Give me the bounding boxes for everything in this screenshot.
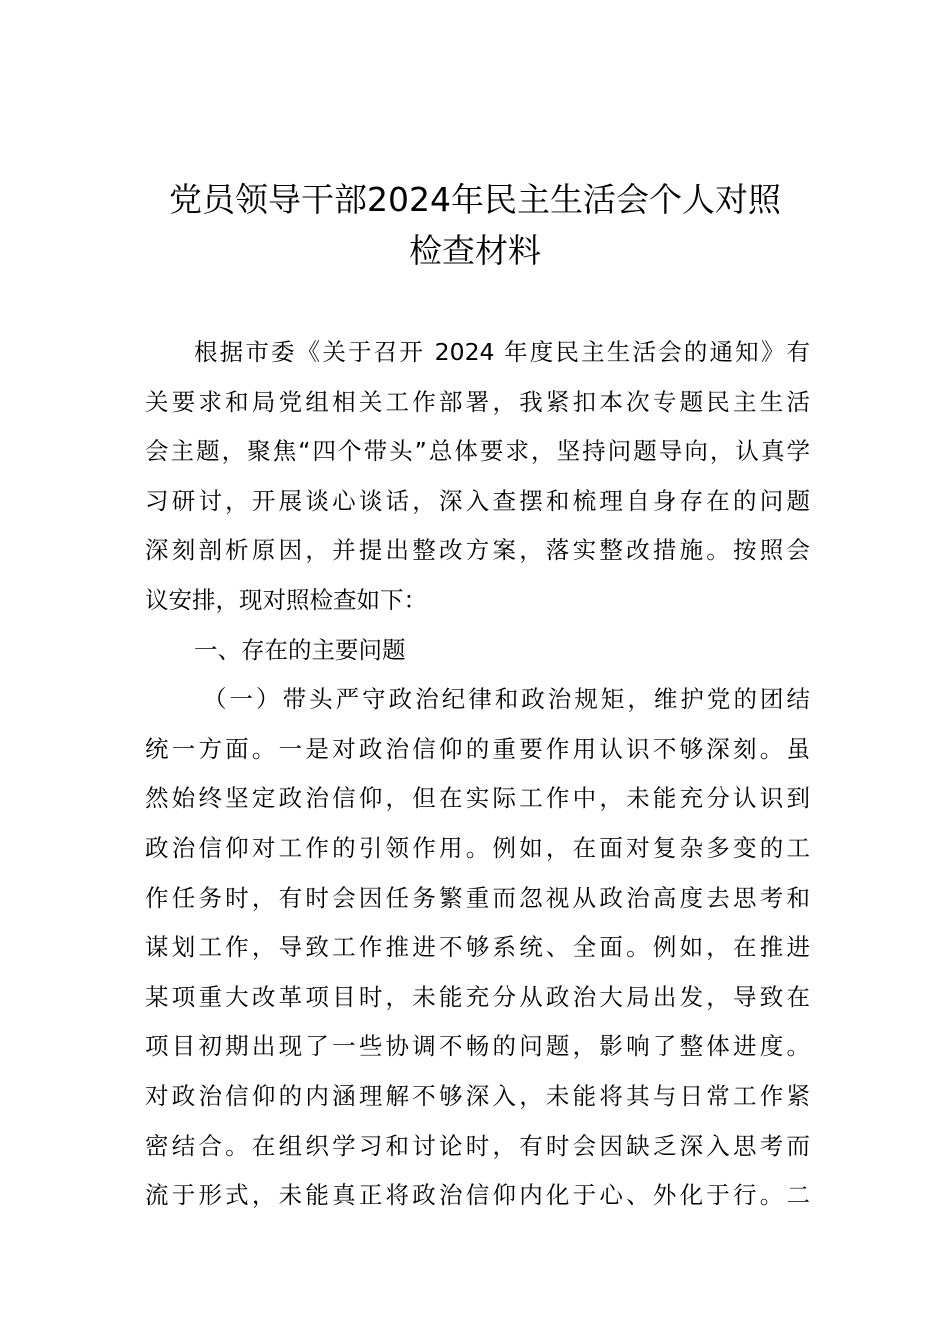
paragraph-line: 会主题，聚焦“四个带头”总体要求，坚持问题导向，认真学	[145, 437, 810, 466]
paragraph-line: 政治信仰对工作的引领作用。例如，在面对复杂多变的工	[145, 833, 810, 862]
section-heading: 一、存在的主要问题	[194, 635, 406, 664]
paragraph-line: 根据市委《关于召开 2024 年度民主生活会的通知》有	[194, 338, 810, 366]
paragraph-line: 议安排，现对照检查如下：	[145, 585, 427, 614]
paragraph-line: 某项重大改革项目时，未能充分从政治大局出发，导致在	[145, 982, 810, 1011]
paragraph-line: 然始终坚定政治信仰，但在实际工作中，未能充分认识到	[145, 784, 810, 813]
paragraph-line: 项目初期出现了一些协调不畅的问题，影响了整体进度。	[145, 1032, 810, 1061]
title-line-2: 检查材料	[409, 231, 541, 270]
paragraph-line: 对政治信仰的内涵理解不够深入，未能将其与日常工作紧	[145, 1081, 810, 1110]
paragraph-line: 关要求和局党组相关工作部署，我紧扣本次专题民主生活	[145, 387, 810, 416]
paragraph-line: 习研讨，开展谈心谈话，深入查摆和梳理自身存在的问题	[145, 486, 810, 515]
paragraph-line: 深刻剖析原因，并提出整改方案，落实整改措施。按照会	[145, 536, 810, 565]
paragraph-line: 流于形式，未能真正将政治信仰内化于心、外化于行。二	[145, 1181, 810, 1210]
title-line-1: 党员领导干部2024年民主生活会个人对照	[169, 180, 781, 219]
paragraph-line: 密结合。在组织学习和讨论时，有时会因缺乏深入思考而	[145, 1131, 810, 1160]
paragraph-line: 作任务时，有时会因任务繁重而忽视从政治高度去思考和	[145, 883, 810, 912]
paragraph-line: 统一方面。一是对政治信仰的重要作用认识不够深刻。虽	[145, 734, 810, 763]
subsection-heading-line: （一）带头严守政治纪律和政治规矩，维护党的团结	[203, 685, 810, 714]
document-body	[145, 328, 810, 1221]
paragraph-line: 谋划工作，导致工作推进不够系统、全面。例如，在推进	[145, 933, 810, 962]
document-title	[130, 174, 820, 276]
